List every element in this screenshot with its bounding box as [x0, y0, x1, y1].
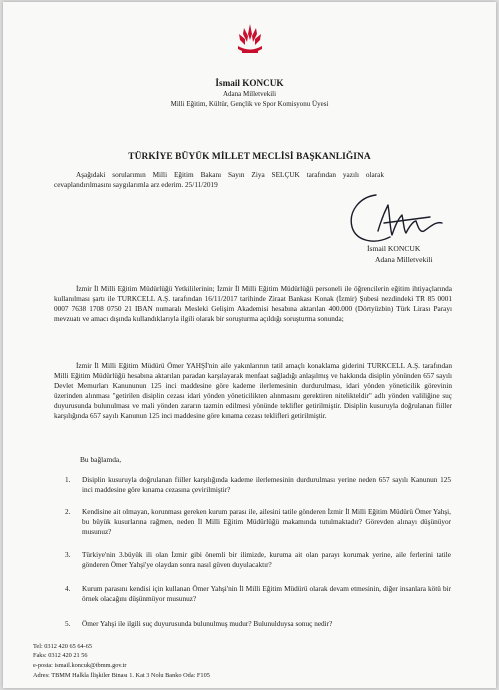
question-text: Ömer Yahşi ile ilgili suç duyurusunda bulunulmuş mudur? Bulunulduysa sonuç nedir?: [82, 620, 333, 628]
question-item: [65, 475, 451, 495]
question-text: Disiplin kusuruyla doğrulanan fiiller karşılığında kademe ilerlemesinin durdurulması yerine neden 657 sayılı Kanunun 125 inci maddesine göre kınama cezasına çevirilmiştir?: [82, 476, 451, 494]
document-title: TÜRKİYE BÜYÜK MİLLET MECLİSİ BAŞKANLIĞINA: [128, 152, 371, 162]
question-number: 2.: [65, 508, 71, 516]
signature-name: İsmail KONCUK: [367, 244, 421, 253]
bu-baglamda-label: Bu bağlamda,: [80, 455, 122, 464]
header-role: Adana Milletvekili: [222, 90, 277, 98]
header-name: İsmail KONCUK: [215, 78, 284, 88]
question-number: 4.: [65, 585, 71, 593]
question-number: 3.: [65, 551, 71, 559]
document-page: [3, 2, 496, 688]
tbmm-emblem-icon: [232, 20, 268, 60]
question-item: [65, 550, 451, 570]
question-text: Türkiye'nin 3.büyük ili olan İzmir gibi önemli bir ilimizde, kuruma ait olan parayı korumak yerine, aile ferlerini tatile gönderen Ömer Yahşi'ye olaydan sonra nasıl güven duyulacaktır?: [82, 551, 451, 569]
footer-email: e-posta: ismail.koncuk@tbmm.gov.tr: [33, 662, 127, 669]
body-paragraph-2: İzmir İl Milli Eğitim Müdürü Ömer YAHŞİ'nin aile yakınlarının tatil amaçlı konaklama giderini TURKCELL A.Ş. tarafından Milli Eğitim Müdürlüğü hesabına aktarılan paradan karşılayarak menfaat sağladığı anlaşılmış ve hakkında disiplin yönünden 657 sayılı Devlet Memurları Kanununun 125 inci maddesine göre kademe ilerlemesinin durdurulması, idari yönden yöneticilik görevinin üzerinden alınması "getirilen disiplin cezası idari yönden yöneticilikten alınmasını gerektiren nitelikteldir" adlı yönden valiliğine suç duyurusunda bulunulması ve mali yönden zararın tazmin edilmesi yönünde teklifler getirilmiştir. Disiplin kusuruyla doğrulanan fiiller karşılığında 657 sayılı Kanunun 125 inci maddesine göre kınama cezası teklifleri getirilmiştir.: [54, 362, 452, 420]
footer-tel: Tel: 0312 420 65 64-65: [33, 643, 93, 650]
intro-paragraph: Aşağıdaki sorularımın Milli Eğitim Bakanı Sayın Ziya SELÇUK tarafından yazılı olarak cevaplandırılmasını saygılarımla arz ederim. 25/11/2019: [54, 171, 384, 189]
question-number: 1.: [65, 476, 71, 484]
question-item: [65, 507, 451, 537]
question-item: [65, 619, 451, 629]
question-item: [65, 584, 451, 604]
question-text: Kendisine ait olmayan, korunması gereken kurum parası ile, ailesini tatile gönderen İzmir İl Milli Eğitim Müdürü Ömer Yahşi, bu büyük kusurlarına rağmen, neden İl Milli Eğitim Müdürlüğü makamında tutulmaktadır? Görevden alınayı düşünüyor musunuz?: [82, 508, 451, 536]
footer-fax: Faks: 0312 420 21 56: [33, 652, 88, 659]
question-text: Kurum parasını kendisi için kullanan Ömer Yahşi'nin İl Milli Eğitim Müdürü olarak devam etmesinin, diğer insanlara kötü bir örnek olacağını düşünmüyor musunuz?: [82, 585, 451, 603]
header-committee: Milli Eğitim, Kültür, Gençlik ve Spor Komisyonu Üyesi: [170, 100, 329, 108]
body-paragraph-1: İzmir İl Milli Eğitim Müdürlüğü Yetkililerinin; İzmir İl Milli Eğitim Müdürlüğü personeli ile öğrencilerin eğitim ihtiyaçlarında kullanılması şartı ile TURKCELL A.Ş. tarafından 16/11/2017 tarihinde Ziraat Bankası Konak (İzmir) Şubesi nezdindeki TR 85 0001 0007 7638 1708 0750 21 IBAN numaralı Mesleki Gelişim Akademisi hesabına aktarılan 400.000 (Dörtyüzbin) Türk Lirası Parayı mevzuatı ve amacı dışında kullandıklarıyla ilgili olarak bir soruşturma açıldığı soruşturma sonunda;: [54, 285, 452, 323]
handwritten-signature: [338, 187, 448, 252]
footer-address: Adres: TBMM Halkla İlişkiler Binası 1. Kat 3 Nolu Banko Oda: F105: [33, 672, 210, 679]
signature-role: Adana Milletvekili: [375, 255, 433, 264]
question-number: 5.: [65, 620, 71, 628]
